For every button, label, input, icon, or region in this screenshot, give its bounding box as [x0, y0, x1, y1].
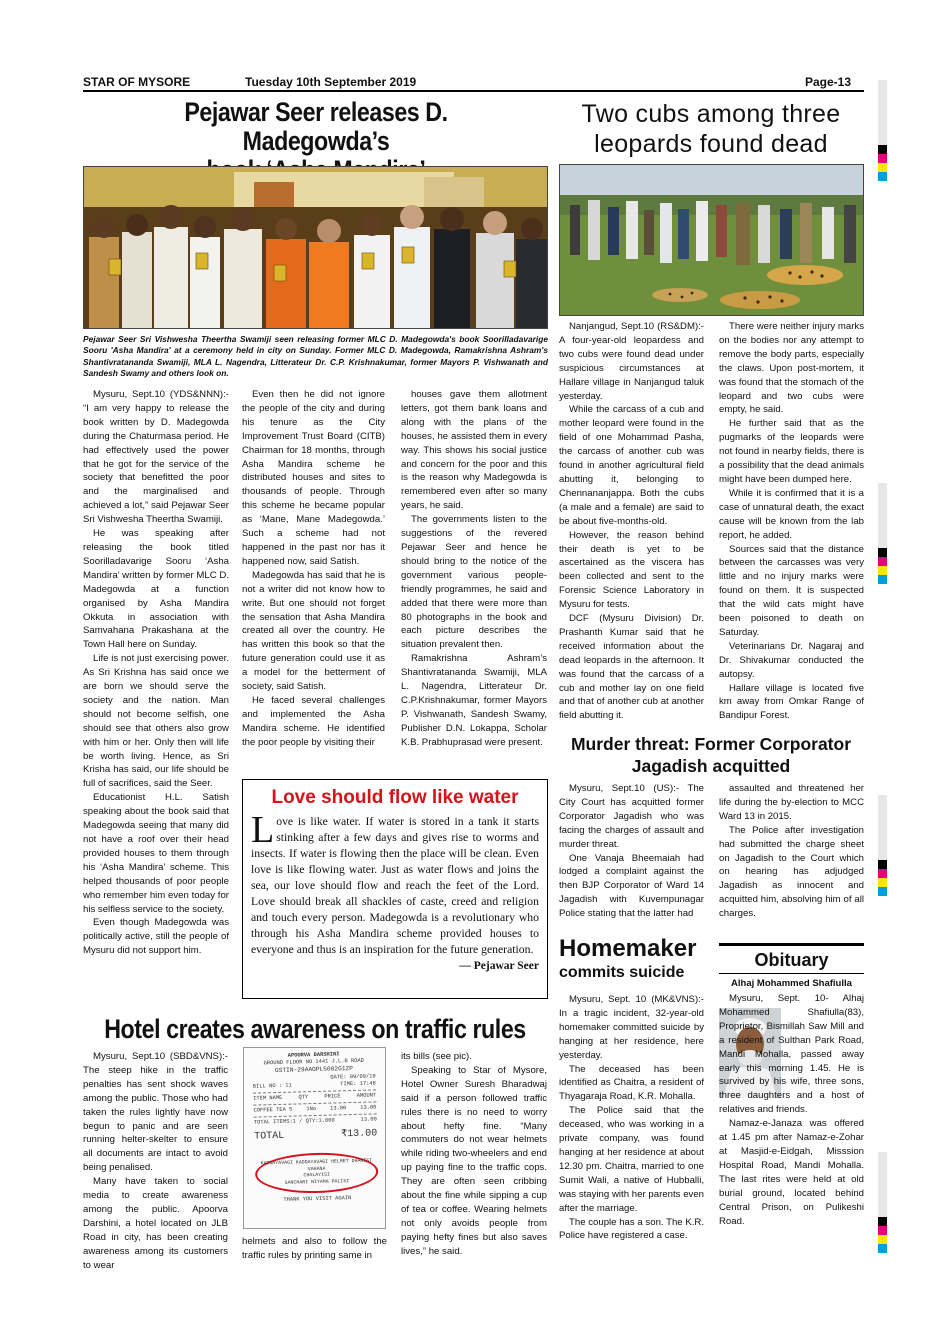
story2-headline-line1: Two cubs among three: [581, 100, 841, 128]
receipt-total: ₹13.00: [341, 1128, 378, 1141]
receipt-summary-row: [254, 1116, 377, 1126]
registration-yellow: [878, 163, 887, 172]
story5-headline: Hotel creates awareness on traffic rules: [104, 1014, 526, 1044]
story3-column-1: [559, 782, 704, 921]
story3-headline-line1: Murder threat: Former Corporator: [570, 734, 852, 754]
registration-black: [878, 548, 887, 557]
receipt-message-line1: KADDAYAVAGI KADDAYAVAGI HELMET DHARISI VAHANA: [260, 1158, 373, 1172]
receipt-summary-amt: 13.00: [360, 1116, 377, 1123]
paragraph: While the carcass of a cub and mother leopard were found in the field of one Mohammad Pasha, the carcass of another cub was found in another agricultural field abutting it, belonging to Chennananjappa. Both the cubs (a male and a female) are said to be about five-months-old.: [559, 404, 704, 527]
paragraph: Mysuru, Sept. 10- Alhaj Mohammed Shafiulla(83), Proprietor, Bismillah Saw Mill and a resident of Sulthan Park Road, Mandi Mohalla, passed away early this morning 1.45. He is survived by his wife, three sons, three daughters and a host of relatives and friends.: [719, 993, 864, 1116]
registration-yellow: [878, 566, 887, 575]
issue-date: Tuesday 10th September 2019: [245, 75, 417, 89]
receipt-time: TIME: 17:48: [340, 1080, 376, 1088]
receipt-message-line2: CHALAYISI: [303, 1172, 331, 1179]
paragraph: Many have taken to social media to create awareness among the public. Apoorva Darshini, a hotel located on JLB Road in city, has been creating awareness among its customers to wear: [83, 1176, 228, 1271]
paragraph: Veterinarians Dr. Nagaraj and Dr. Shivakumar conducted the autopsy.: [719, 640, 864, 680]
receipt-qty: 1No: [306, 1105, 317, 1113]
receipt-message-circle: [255, 1151, 379, 1194]
quote-body: ove is like water. If water is stored in a tank it starts stinking after a few days and gives rise to worms and insects. If water is flowing then the place will be clean. Even love is like flowing water. Just as water flows and joins the sea, our love should flow and reach the feet of the Lord. Love should break all shackles of caste, creed and religion and touch every person. Madegowda is a revolutionary who through his Asha Mandira scheme provided houses to everyone and thus is an inspiration for the future generation.: [251, 815, 539, 956]
registration-strip-1: [878, 80, 887, 145]
paragraph: Namaz-e-Janaza was offered at 1.45 pm after Namaz-e-Zohar at Masjid-e-Eidgah, Misssion Hospital Road, Mandi Mohalla. The last rites were held at old burial ground, located behind Central Prison, on Pulikeshi Road.: [719, 1118, 864, 1227]
paragraph: Even then he did not ignore the people of the city and during his tenure as the City Improvement Trust Board (CITB) Chairman for 18 months, through Asha Mandira scheme he distributed houses and sites to thousands of people. Through this scheme he became popular as ‘Mane, Mane Madegowda.’ Such a scheme had not happened in the past nor has it happened now, said Satish.: [242, 389, 385, 567]
page-number: Page-13: [805, 75, 852, 89]
paragraph: Madegowda has said that he is not a writer did not know how to write. But one should not forget the sensation that Asha Mandira created all over the country. He has written this book so that the future generation could use it as a model for the betterment of society, said Satish.: [242, 569, 385, 693]
registration-magenta: [878, 557, 887, 566]
paragraph: He faced several challenges and implemented the Asha Mandira scheme. He identified the poor people by visiting their: [242, 694, 385, 748]
registration-magenta: [878, 869, 887, 878]
registration-cyan: [878, 172, 887, 181]
book-release-image: [84, 167, 548, 329]
receipt-name: APOORVA DARSHINI: [287, 1051, 340, 1059]
registration-black: [878, 145, 887, 154]
receipt-summary: TOTAL ITEMS:1 / QTY:1.000: [253, 1117, 335, 1126]
paragraph: Mysuru, Sept.10 (YDS&NNN):- “I am very happy to release the book written by D. Madegowda during the Chaturmasa period. He had effectively used the power that he got for the service of the society that benefitted the poor and the marginalised and achieved a lot,” said Pejawar Seer Sri Vishwesha Theertha Swamiji.: [83, 389, 229, 526]
paragraph: The deceased has been identified as Chaitra, a resident of Thyagaraja Road, K.R. Mohalla.: [559, 1063, 704, 1103]
story2-column-2: [719, 320, 864, 723]
registration-cyan: [878, 1244, 887, 1253]
paragraph: Speaking to Star of Mysore, Hotel Owner Suresh Bharadwaj said if a person followed traffic rules there is no need to worry about hefty fine. “Many commuters do not wear helmets while riding two-wheelers and end up paying fine to the traffic cops. They are often seen cribbing about the fine while sipping a cup of tea or coffee. Wearing helmets not only avoids people from paying hefty fines but also saves lives,” he said.: [401, 1064, 547, 1257]
story1-caption: Pejawar Seer Sri Vishwesha Theertha Swamiji seen releasing former MLC D. Madegowda's book Soorilladavarige Sooru 'Asha Mandira' at a ceremony held in city on Sunday. Former MLC D. Madegowda, Ramakrishna Ashram's Shantivratananda Swamiji, MLA L. Nagendra, Litterateur Dr. C.P. Krishnakumar, former Mayors P. Vishwanath and Sandesh Swamy and others look on.: [83, 334, 548, 379]
obituary-name: Alhaj Mohammed Shafiulla: [731, 978, 852, 989]
receipt-photo: [243, 1047, 386, 1229]
receipt-amount: 13.00: [360, 1104, 377, 1111]
paragraph: The Police after investigation had submitted the charge sheet on Jagadish to the Court which on hearing has adjudged Jagadish as innocent and acquitted him, absolving him of all charges.: [719, 824, 864, 920]
registration-cyan: [878, 887, 887, 896]
paragraph: Mysuru, Sept.10 (SBD&VNS):- The steep hike in the traffic penalties has sent shock waves among the public. Those who had taken the rules lightly have now begun to panic and are seen running helter-skelter to ensure all documents are intact to avoid being penalised.: [83, 1051, 228, 1174]
paragraph: The Police said that the deceased, who was working in a private company, was found hanging at her residence at about 12.30 pm. Chaitra, married to one Sumit Wali, a native of Hubballi, was staying with her parents even after the marriage.: [559, 1105, 704, 1214]
story4-headline-line2: commits suicide: [559, 964, 685, 981]
story5-column-3: [401, 1050, 547, 1259]
paragraph: Nanjangud, Sept.10 (RS&DM):- A four-year-old leopardess and two cubs were found dead under suspicious circumstances at Hallare village in Nanjangud taluk yesterday.: [559, 321, 704, 402]
story1-photo: [83, 166, 548, 329]
receipt-bill: BILL NO : 11: [252, 1082, 292, 1090]
paragraph: Hallare village is located five km away from Omkar Range of Bandipur Forest.: [719, 682, 864, 722]
receipt-h-amount: AMOUNT: [356, 1092, 377, 1099]
story2-photo: [559, 164, 864, 316]
receipt-address: GROUND FLOOR NO 1441 J.L.B ROAD: [263, 1057, 364, 1067]
receipt-item: COFFEE TEA 5: [253, 1106, 293, 1114]
receipt-h-price: PRICE: [324, 1093, 341, 1100]
story3-headline-line2: Jagadish acquitted: [631, 756, 791, 776]
registration-cyan: [878, 575, 887, 584]
receipt-total-label: TOTAL: [254, 1130, 285, 1143]
receipt-h-item: ITEM NAME: [253, 1094, 283, 1102]
registration-magenta: [878, 154, 887, 163]
paragraph: houses gave them allotment letters, got them bank loans and along with the plans of the houses, he assisted them in every way. This shows his social justice and concern for the poor and this is the reason why Madegowda is remembered even after so many years, he said.: [401, 389, 547, 512]
header-rule: [83, 90, 864, 92]
paragraph: Mysuru, Sept.10 (US):- The City Court has acquitted former Corporator Jagadish who was facing the charges of assault and murder threat.: [559, 783, 704, 850]
paper-name: STAR OF MYSORE: [83, 75, 191, 89]
registration-magenta: [878, 1226, 887, 1235]
registration-yellow: [878, 878, 887, 887]
story3-headline: [558, 733, 864, 777]
paragraph: Mysuru, Sept. 10 (MK&VNS):- In a tragic incident, 32-year-old homemaker committed suicide by hanging at her residence, here yesterday.: [559, 994, 704, 1061]
quote-title: Love should flow like water: [271, 787, 519, 808]
story1-column-1: [83, 388, 229, 958]
obituary-body: [719, 992, 864, 1228]
receipt-price: 13.00: [330, 1105, 347, 1112]
paragraph: its bills (see pic).: [401, 1051, 472, 1062]
paragraph: assaulted and threatened her life during the by-election to MCC Ward 13 in 2015.: [719, 783, 864, 822]
paragraph: He was speaking after releasing the book titled Soorilladavarige Sooru ‘Asha Mandira’ written by former MLC D. Madegowda at a function organised by Asha Mandira Okkuta in association with Samvahana Prakashana at the Town Hall here on Sunday.: [83, 528, 229, 651]
obituary-rule-2: [719, 973, 864, 974]
leopards-image: [560, 165, 864, 316]
story5-column-2: [242, 1235, 387, 1263]
receipt-date: DATE: 09/09/19: [330, 1073, 376, 1081]
quote-text: [251, 809, 539, 958]
paragraph: helmets and also to follow the traffic rules by printing same in: [242, 1236, 387, 1261]
registration-strip-3: [878, 795, 887, 860]
paragraph: While it is confirmed that it is a case of unnatural death, the exact cause will be known from the lab report, he added.: [719, 487, 864, 541]
quote-box: [242, 779, 548, 999]
receipt-content: [252, 1050, 379, 1204]
receipt-h-qty: QTY: [298, 1094, 309, 1101]
registration-yellow: [878, 1235, 887, 1244]
story3-column-2: [719, 782, 864, 921]
paragraph: Ramakrishna Ashram’s Shantivratananda Swamiji, MLA L. Nagendra, Litterateur Dr. C.P.Krishnakumar, former Mayors P. Vishwanath, Sandesh Swamy, Publisher D.N. Lokappa, Scholar K.B. Prabhuprasad were present.: [401, 653, 547, 748]
paragraph: One Vanaja Bheemaiah had lodged a complaint against the then BJP Corporator of Ward 14 Jagadish with Kuvempunagar Police stating that the latter had: [559, 852, 704, 920]
paragraph: Sources said that the distance between the carcasses was very little and no injury marks were found on them. It is suspected that the wild cats might have been poisoned to death on Saturday.: [719, 543, 864, 638]
obituary-title: Obituary: [754, 950, 829, 970]
story4-headline-line1: Homemaker: [559, 935, 697, 962]
registration-strip-4: [878, 1152, 887, 1217]
paragraph: However, the reason behind their death is yet to be ascertained as the viscera has been collected and sent to the Forensic Science Laboratory in Mysuru for tests.: [559, 529, 704, 611]
paragraph: Educationist H.L. Satish speaking about the book said that Madegowda seeing that many did not have a roof over their head provided houses to them through his ‘Asha Mandira’ scheme. This helped thousands of poor people who remember him even today for his selfless service to the society.: [83, 792, 229, 915]
story1-column-3: [401, 388, 547, 750]
paragraph: The governments listen to the suggestions of the revered Pejawar Seer and hence he should bring to the notice of the government various people-friendly programmes, he said and added that there were more than 80 photographs in the book and each picture describes the situation prevalent then.: [401, 514, 547, 651]
paragraph: Even though Madegowda was politically active, still the people of Mysuru did not support him.: [83, 917, 229, 957]
receipt-gst: GSTIN-29AAOPL5002G1ZP: [274, 1065, 354, 1075]
story4-body: [559, 993, 704, 1243]
story2-headline: [558, 99, 864, 159]
story2-headline-line2: leopards found dead: [594, 130, 828, 158]
quote-attribution: — Pejawar Seer: [459, 960, 539, 972]
story2-column-1: [559, 320, 704, 723]
paragraph: There were neither injury marks on the bodies nor any attempt to remove the body parts, especially the claws. Upon post-mortem, it was found that the stomach of the leopard and two cubs were empty, he said.: [719, 321, 864, 416]
registration-strip-2: [878, 483, 887, 548]
registration-black: [878, 860, 887, 869]
story1-column-2: [242, 388, 385, 750]
receipt-message-line3: SANCHARI NIYAMA PALISI: [284, 1178, 350, 1186]
receipt-footer: THANK YOU VISIT AGAIN: [283, 1195, 352, 1203]
paragraph: The couple has a son. The K.R. Police have registered a case.: [559, 1216, 704, 1242]
receipt-total-row: [254, 1127, 377, 1144]
paragraph: Life is not just exercising power. As Sri Krishna has said once we are born we should serve the society and the nation. Man should not become selfish, one should see that others also grow with him or her. Only then will life be worth living. Hence, as Sri Krisha has said, our life should be full of sacrifices, said the Seer.: [83, 653, 229, 790]
registration-black: [878, 1217, 887, 1226]
paragraph: DCF (Mysuru Division) Dr. Prashanth Kumar said that he received information about the dead leopards in the afternoon. It was found that the carcass of a cub and mother lay on one field and that of another cub at another field abutting it.: [559, 613, 704, 722]
obituary-rule: [719, 943, 864, 946]
story5-column-1: [83, 1050, 228, 1273]
paragraph: He further said that as the pugmarks of the leopards were not found in nearby fields, there is a possibility that the dead animals might have been dumped here.: [719, 418, 864, 485]
story1-headline-line1: Pejawar Seer releases D. Madegowda’s: [184, 97, 448, 156]
drop-cap: L: [251, 809, 275, 851]
